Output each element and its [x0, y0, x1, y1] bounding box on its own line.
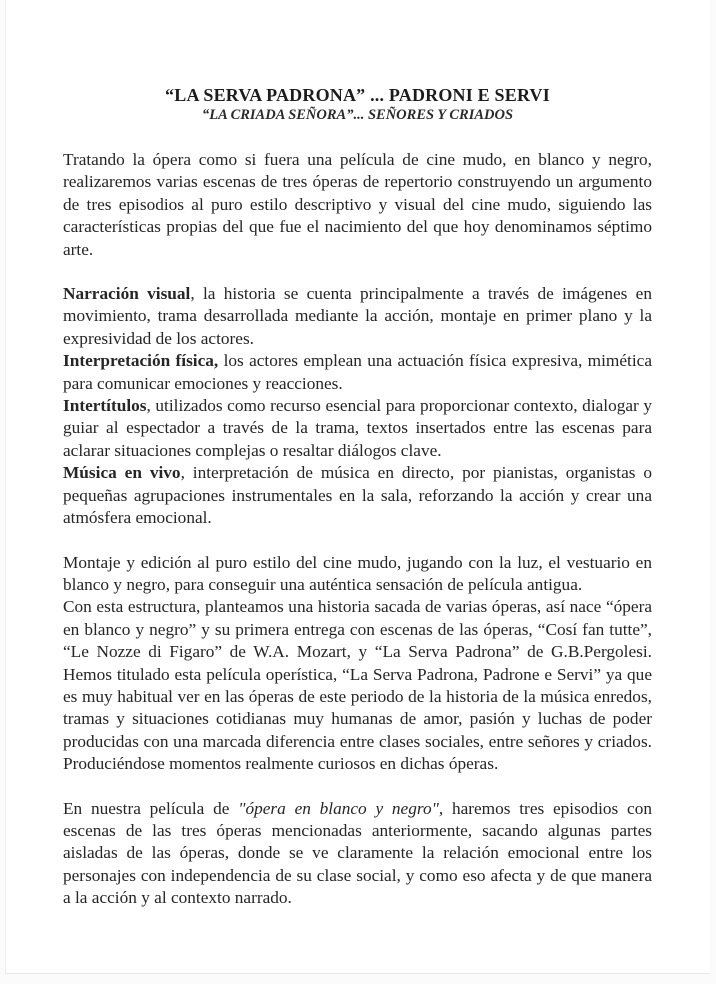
- feature-term: Narración visual: [63, 284, 191, 304]
- document-page: [5, 0, 710, 974]
- document-subtitle: “LA CRIADA SEÑORA”... SEÑORES Y CRIADOS: [201, 107, 514, 123]
- text-run: , interpretación de música en directo, por pianistas, organistas o pequeñas agrupaciones instrumentales en la sala, reforzando la acción y crear una atmósfera emocional.: [63, 463, 653, 528]
- section: [63, 798, 652, 910]
- text-run: Montaje y edición al puro estilo del cine mudo, jugando con la luz, el vestuario en blanco y negro, para conseguir una auténtica sensación de película antigua.: [63, 552, 652, 594]
- text-run: Tratando la ópera como si fuera una película de cine mudo, en blanco y negro, realizaremos varias escenas de tres óperas de repertorio construyendo un argumento de tres episodios al puro estilo descriptivo y visual del cine mudo, siguiendo las características propias del que fue el nacimiento del que hoy denominamos séptimo arte.: [63, 150, 652, 259]
- document-title: “LA SERVA PADRONA” ... PADRONI E SERVI: [165, 85, 550, 105]
- section: [63, 149, 652, 261]
- feature-term: Música en vivo: [63, 463, 181, 483]
- text-run: los actores emplean una actuación física expresiva, mimética para comunicar emociones y reacciones.: [63, 351, 652, 393]
- paragraph: [63, 395, 652, 462]
- text-run: Con esta estructura, planteamos una historia sacada de varias óperas, así nace “ópera en blanco y negro” y su primera entrega con escenas de las óperas, “Cosí fan tutte”, “Le Nozze di Figaro” de W.A. Mozart, y “La Serva Padrona” de G.B.Pergolesi. Hemos titulado esta película operística, “La Serva Padrona, Padrone e Servi” ya que es muy habitual ver en las óperas de este periodo de la historia de la música enredos, tramas y situaciones cotidianas muy humanas de amor, pasión y luchas de poder producidas con una marcada diferencia entre clases sociales, entre señores y criados. Produciéndose momentos realmente curiosos en dichas óperas.: [63, 597, 652, 774]
- feature-term: Intertítulos: [63, 396, 147, 416]
- text-run: En nuestra película de: [63, 798, 239, 818]
- paragraph: [63, 350, 652, 395]
- feature-term: Interpretación física,: [63, 351, 219, 371]
- paragraph: [63, 283, 652, 350]
- paragraph: [63, 552, 652, 597]
- paragraph: [63, 596, 652, 775]
- paragraph: [63, 462, 652, 529]
- italic-phrase: "ópera en blanco y negro": [238, 798, 439, 818]
- document-body: [63, 149, 652, 910]
- document-content: [6, 0, 710, 910]
- paragraph: [63, 149, 652, 261]
- section: [63, 552, 652, 776]
- paragraph: [63, 798, 652, 910]
- text-run: , haremos tres episodios con escenas de las tres óperas mencionadas anteriormente, sacando algunas partes aisladas de las óperas, donde se ve claramente la relación emocional entre los personajes con independencia de su clase social, y como eso afecta y de que manera a la acción y al contexto narrado.: [63, 798, 652, 908]
- section: [63, 283, 652, 529]
- text-run: , la historia se cuenta principalmente a través de imágenes en movimiento, trama desarrollada mediante la acción, montaje en primer plano y la expresividad de los actores.: [63, 284, 652, 348]
- text-run: , utilizados como recurso esencial para proporcionar contexto, dialogar y guiar al espectador a través de la trama, textos insertados entre las escenas para aclarar situaciones complejas o resaltar diálogos clave.: [63, 396, 652, 460]
